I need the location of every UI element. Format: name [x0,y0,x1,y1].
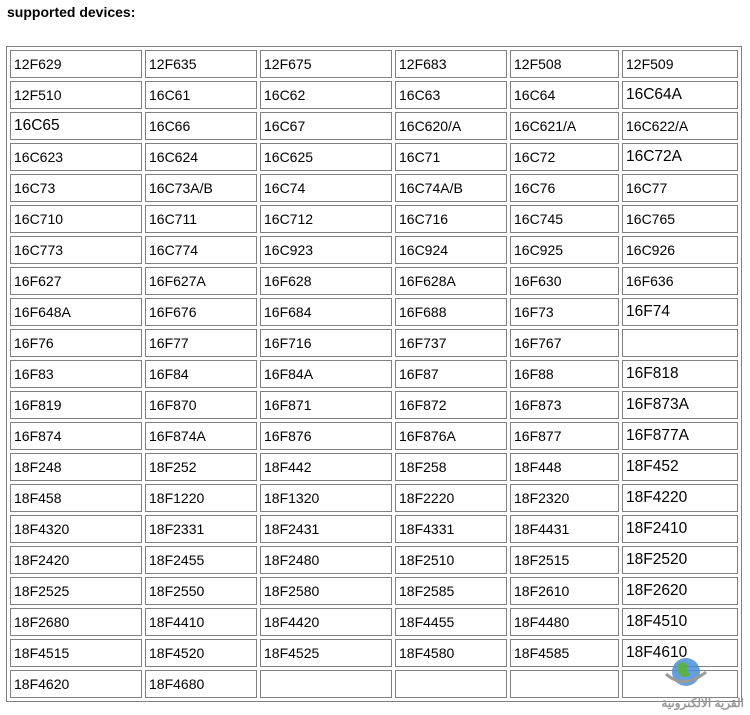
device-cell: 18F4455 [395,608,507,636]
device-cell: 16F84 [145,360,257,388]
table-row [10,453,738,481]
table-row [10,670,738,698]
device-cell: 16F628A [395,267,507,295]
device-cell: 16F676 [145,298,257,326]
device-cell: 16C621/A [510,112,619,140]
table-row [10,422,738,450]
device-cell: 16C625 [260,143,392,171]
device-cell: 16F874A [145,422,257,450]
table-row [10,639,738,667]
device-cell: 16C620/A [395,112,507,140]
device-cell: 16C63 [395,81,507,109]
device-cell: 16C72A [622,143,738,171]
device-cell: 16F872 [395,391,507,419]
device-cell: 16C745 [510,205,619,233]
device-cell: 16C66 [145,112,257,140]
table-row [10,577,738,605]
device-cell: 12F509 [622,50,738,78]
device-cell: 16F73 [510,298,619,326]
device-cell: 16F873A [622,391,738,419]
device-cell: 18F4331 [395,515,507,543]
device-cell: 18F2220 [395,484,507,512]
device-cell: 16C67 [260,112,392,140]
device-cell: 18F2680 [10,608,142,636]
device-cell: 16C926 [622,236,738,264]
table-row [10,236,738,264]
device-cell: 12F629 [10,50,142,78]
device-cell: 16F630 [510,267,619,295]
device-cell: 18F4515 [10,639,142,667]
device-cell: 16F684 [260,298,392,326]
table-row [10,267,738,295]
device-cell: 16F74 [622,298,738,326]
table-row [10,112,738,140]
device-cell: 18F258 [395,453,507,481]
empty-cell [395,670,507,698]
device-cell: 18F2480 [260,546,392,574]
device-cell: 16C74A/B [395,174,507,202]
device-cell: 18F2515 [510,546,619,574]
device-cell: 16F84A [260,360,392,388]
device-cell: 12F675 [260,50,392,78]
device-cell: 18F4410 [145,608,257,636]
device-cell: 18F2420 [10,546,142,574]
device-cell: 16C73 [10,174,142,202]
device-cell: 16C710 [10,205,142,233]
device-cell: 16C77 [622,174,738,202]
device-cell: 18F442 [260,453,392,481]
device-cell: 18F458 [10,484,142,512]
device-cell: 16C64 [510,81,619,109]
device-cell: 16F870 [145,391,257,419]
device-cell: 18F2525 [10,577,142,605]
device-cell: 18F4220 [622,484,738,512]
device-cell: 16F819 [10,391,142,419]
table-row [10,515,738,543]
device-cell: 16F648A [10,298,142,326]
device-cell: 18F2331 [145,515,257,543]
device-cell: 18F252 [145,453,257,481]
device-cell: 16F716 [260,329,392,357]
empty-cell [260,670,392,698]
device-cell: 16C62 [260,81,392,109]
device-cell: 18F4620 [10,670,142,698]
device-cell: 16F818 [622,360,738,388]
device-cell: 16F871 [260,391,392,419]
device-cell: 16F76 [10,329,142,357]
device-cell: 18F2585 [395,577,507,605]
device-cell: 16F877 [510,422,619,450]
device-cell: 16C773 [10,236,142,264]
device-cell: 16C76 [510,174,619,202]
device-cell: 16F627 [10,267,142,295]
device-cell: 16F876 [260,422,392,450]
device-cell: 12F683 [395,50,507,78]
device-cell: 18F4525 [260,639,392,667]
device-cell: 18F248 [10,453,142,481]
table-row [10,174,738,202]
device-cell: 16C774 [145,236,257,264]
table-row [10,205,738,233]
device-cell: 16C74 [260,174,392,202]
device-cell: 18F4520 [145,639,257,667]
device-cell: 16F767 [510,329,619,357]
device-cell: 18F2610 [510,577,619,605]
table-row [10,391,738,419]
device-cell: 16F83 [10,360,142,388]
device-cell: 18F4320 [10,515,142,543]
device-cell: 16F877A [622,422,738,450]
device-cell: 16F876A [395,422,507,450]
device-cell: 18F4610 [622,639,738,667]
device-cell: 16C712 [260,205,392,233]
device-cell: 16C925 [510,236,619,264]
table-row [10,546,738,574]
device-cell: 16F627A [145,267,257,295]
device-cell: 16F628 [260,267,392,295]
table-row [10,81,738,109]
device-cell: 16C716 [395,205,507,233]
watermark-text: القرية الالكترونية [661,696,744,710]
device-cell: 18F1320 [260,484,392,512]
device-cell: 16C923 [260,236,392,264]
device-cell: 18F2510 [395,546,507,574]
device-cell: 18F4480 [510,608,619,636]
device-cell: 16C65 [10,112,142,140]
device-cell: 18F448 [510,453,619,481]
device-cell: 18F2455 [145,546,257,574]
device-cell: 18F2620 [622,577,738,605]
supported-devices-table [6,46,742,702]
device-cell: 16C73A/B [145,174,257,202]
devices-table-body [10,50,738,698]
device-cell: 16C765 [622,205,738,233]
device-cell: 18F4580 [395,639,507,667]
device-cell: 16F737 [395,329,507,357]
device-cell: 16C71 [395,143,507,171]
device-cell: 12F635 [145,50,257,78]
device-cell: 18F4680 [145,670,257,698]
empty-cell [622,329,738,357]
table-row [10,143,738,171]
device-cell: 18F2431 [260,515,392,543]
site-watermark [630,644,746,710]
device-cell: 16C61 [145,81,257,109]
device-cell: 16C64A [622,81,738,109]
table-row [10,608,738,636]
device-cell: 18F2320 [510,484,619,512]
device-cell: 16F874 [10,422,142,450]
device-cell: 18F1220 [145,484,257,512]
table-row [10,360,738,388]
device-cell: 12F510 [10,81,142,109]
device-cell: 16F87 [395,360,507,388]
device-cell: 18F2550 [145,577,257,605]
device-cell: 16C711 [145,205,257,233]
device-cell: 18F2520 [622,546,738,574]
device-cell: 16C622/A [622,112,738,140]
device-cell: 16C924 [395,236,507,264]
device-cell: 16F88 [510,360,619,388]
device-cell: 16F688 [395,298,507,326]
table-row [10,484,738,512]
device-cell: 16F873 [510,391,619,419]
empty-cell [510,670,619,698]
table-row [10,329,738,357]
device-cell: 18F2580 [260,577,392,605]
page-heading: supported devices: [7,4,136,20]
device-cell: 18F4585 [510,639,619,667]
device-cell: 18F452 [622,453,738,481]
device-cell: 18F4431 [510,515,619,543]
device-cell: 16C624 [145,143,257,171]
device-cell: 16C72 [510,143,619,171]
device-cell: 12F508 [510,50,619,78]
device-cell: 18F4420 [260,608,392,636]
device-cell: 18F4510 [622,608,738,636]
device-cell: 16F636 [622,267,738,295]
device-cell: 16C623 [10,143,142,171]
table-row [10,50,738,78]
table-row [10,298,738,326]
device-cell: 18F2410 [622,515,738,543]
device-cell: 16F77 [145,329,257,357]
